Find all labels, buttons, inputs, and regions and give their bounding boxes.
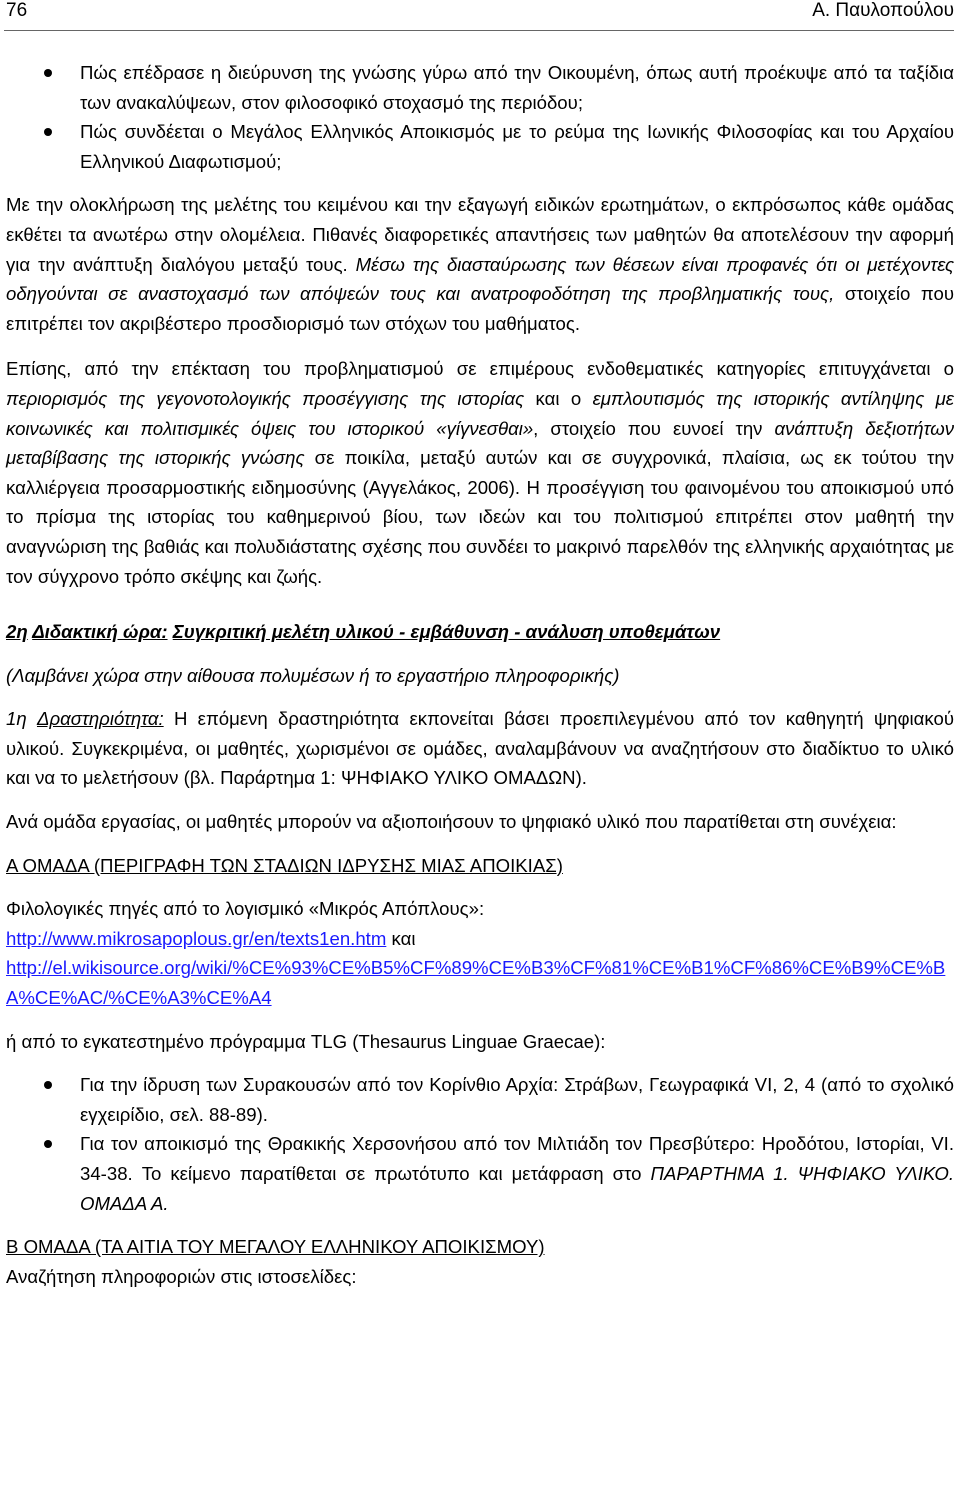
per-group-paragraph: Ανά ομάδα εργασίας, οι μαθητές μπορούν να αξιοποιήσουν το ψηφιακό υλικό που παρατίθεται στη συνέχεια: bbox=[6, 811, 897, 833]
bullet-icon bbox=[44, 69, 52, 77]
group-b-title: Β ΟΜΑΔΑ (ΤΑ ΑΙΤΙΑ ΤΟΥ ΜΕΓΑΛΟΥ ΕΛΛΗΝΙΚΟΥ ΑΠΟΙΚΙΣΜΟΥ) bbox=[6, 1236, 545, 1258]
sources-label: Φιλολογικές πηγές από το λογισμικό «Μικρός Απόπλους»: bbox=[6, 898, 485, 920]
wikisource-line bbox=[6, 953, 954, 1012]
bullet-item: Πώς επέδρασε η διεύρυνση της γνώσης γύρω από την Οικουμένη, όπως αυτή προέκυψε από τα ταξίδια των ανακαλύψεων, στον φιλοσοφικό στοχασμό της περιόδου; bbox=[6, 58, 954, 117]
bullet-icon bbox=[44, 128, 52, 136]
bullet-item: Για την ίδρυση των Συρακουσών από τον Κορίνθιο Αρχία: Στράβων, Γεωγραφικά VI, 2, 4 (από το σχολικό εγχειρίδιο, σελ. 88-89). bbox=[6, 1070, 954, 1129]
bullet-icon bbox=[44, 1140, 52, 1148]
section-heading: 2η Διδακτική ώρα: Συγκριτική μελέτη υλικού - εμβάθυνση - ανάλυση υποθεμάτων bbox=[6, 621, 721, 643]
bullet-item: Πώς συνδέεται ο Μεγάλος Ελληνικός Αποικισμός με το ρεύμα της Ιωνικής Φιλοσοφίας και του Αρχαίου Ελληνικού Διαφωτισμού; bbox=[6, 117, 954, 176]
tlg-paragraph: ή από το εγκατεστημένο πρόγραμμα TLG (Thesaurus Linguae Graecae): bbox=[6, 1030, 606, 1052]
page-number: 76 bbox=[6, 0, 28, 21]
place-note: (Λαμβάνει χώρα στην αίθουσα πολυμέσων ή το εργαστήριο πληροφορικής) bbox=[6, 664, 620, 686]
running-author: Α. Παυλοπούλου bbox=[812, 0, 954, 21]
wikisource-link[interactable]: http://el.wikisource.org/wiki/%CE%93%CE%B5%CF%89%CE%B3%CF%81%CE%B1%CF%86%CE%B9%CE%BA%CE%AC/%CE%A3%CE%A4 bbox=[6, 957, 946, 1009]
group-a-title: Α ΟΜΑΔΑ (ΠΕΡΙΓΡΑΦΗ ΤΩΝ ΣΤΑΔΙΩΝ ΙΔΡΥΣΗΣ ΜΙΑΣ ΑΠΟΙΚΙΑΣ) bbox=[6, 854, 563, 876]
link-line: http://www.mikrosapoplous.gr/en/texts1en.htm και bbox=[6, 927, 416, 949]
search-label: Αναζήτηση πληροφοριών στις ιστοσελίδες: bbox=[6, 1265, 357, 1287]
paragraph-outcomes: Επίσης, από την επέκταση του προβληματισμού σε επιμέρους ενδοθεματικές κατηγορίες επιτυγχάνεται ο περιορισμός της γεγονοτολογικής προσέγγισης της ιστορίας και ο εμπλουτισμός της ιστορικής αντίληψης με κοινωνικές και πολιτισμικές όψεις του ιστορικού «γίγνεσθαι», στοιχείο που ευνοεί την ανάπτυξη δεξιοτήτων μεταβίβασης της ιστορικής γνώσης σε ποικίλα, μεταξύ αυτών και σε συγχρονικά, πλαίσια, ως εκ τούτου την καλλιέργεια προσαρμοστικής ειδημοσύνης (Αγγελάκος, 2006). Η προσέγγιση του φαινομένου του αποικισμού υπό το πρίσμα της ιστορίας του καθημερινού βίου, των ιδεών και του πολιτισμού επιτρέπει στον μαθητή την αναγνώριση της βαθιάς και πολυδιάστατης σχέσης που συνδέει το μακρινό παρελθόν της ελληνικής αρχαιότητας με τον σύγχρονο τρόπο σκέψης και ζωής. bbox=[6, 358, 955, 587]
bullet-item: Για τον αποικισμό της Θρακικής Χερσονήσου από τον Μιλτιάδη τον Πρεσβύτερο: Ηροδότου, Ιστορίαι, VI. 34-38. Το κείμενο παρατίθεται σε πρωτότυπο και μετάφραση στο ΠΑΡΑΡΤΗΜΑ 1. ΨΗΦΙΑΚΟ ΥΛΙΚΟ. ΟΜΑΔΑ Α. bbox=[6, 1129, 954, 1218]
activity-paragraph: 1η Δραστηριότητα: Η επόμενη δραστηριότητα εκπονείται βάσει προεπιλεγμένου από τον καθηγητή ψηφιακού υλικού. Συγκεκριμένα, οι μαθητές, χωρισμένοι σε ομάδες, αναλαμβάνουν να αναζητήσουν στο διαδίκτυο το υλικό και να το μελετήσουν (βλ. Παράρτημα 1: ΨΗΦΙΑΚΟ ΥΛΙΚΟ ΟΜΑΔΩΝ). bbox=[6, 708, 954, 789]
body-text bbox=[6, 58, 954, 1291]
page-header bbox=[4, 0, 954, 31]
mikrosapoplous-link[interactable]: http://www.mikrosapoplous.gr/en/texts1en.htm bbox=[6, 927, 387, 949]
paragraph-discussion: Με την ολοκλήρωση της μελέτης του κειμένου και την εξαγωγή ειδικών ερωτημάτων, ο εκπρόσωπος κάθε ομάδας εκθέτει τα ανωτέρω στην ολομέλεια. Πιθανές διαφορετικές απαντήσεις των μαθητών θα αποτελέσουν την αφορμή για την ανάπτυξη διαλόγου μεταξύ τους. Μέσω της διασταύρωσης των θέσεων είναι προφανές ότι οι μετέχοντες οδηγούνται σε αναστοχασμό των απόψεών τους και ανατροφοδότηση της προβληματικής τους, στοιχείο που επιτρέπει τον ακριβέστερο προσδιορισμό των στόχων του μαθήματος. bbox=[6, 194, 954, 334]
bullet-icon bbox=[44, 1081, 52, 1089]
